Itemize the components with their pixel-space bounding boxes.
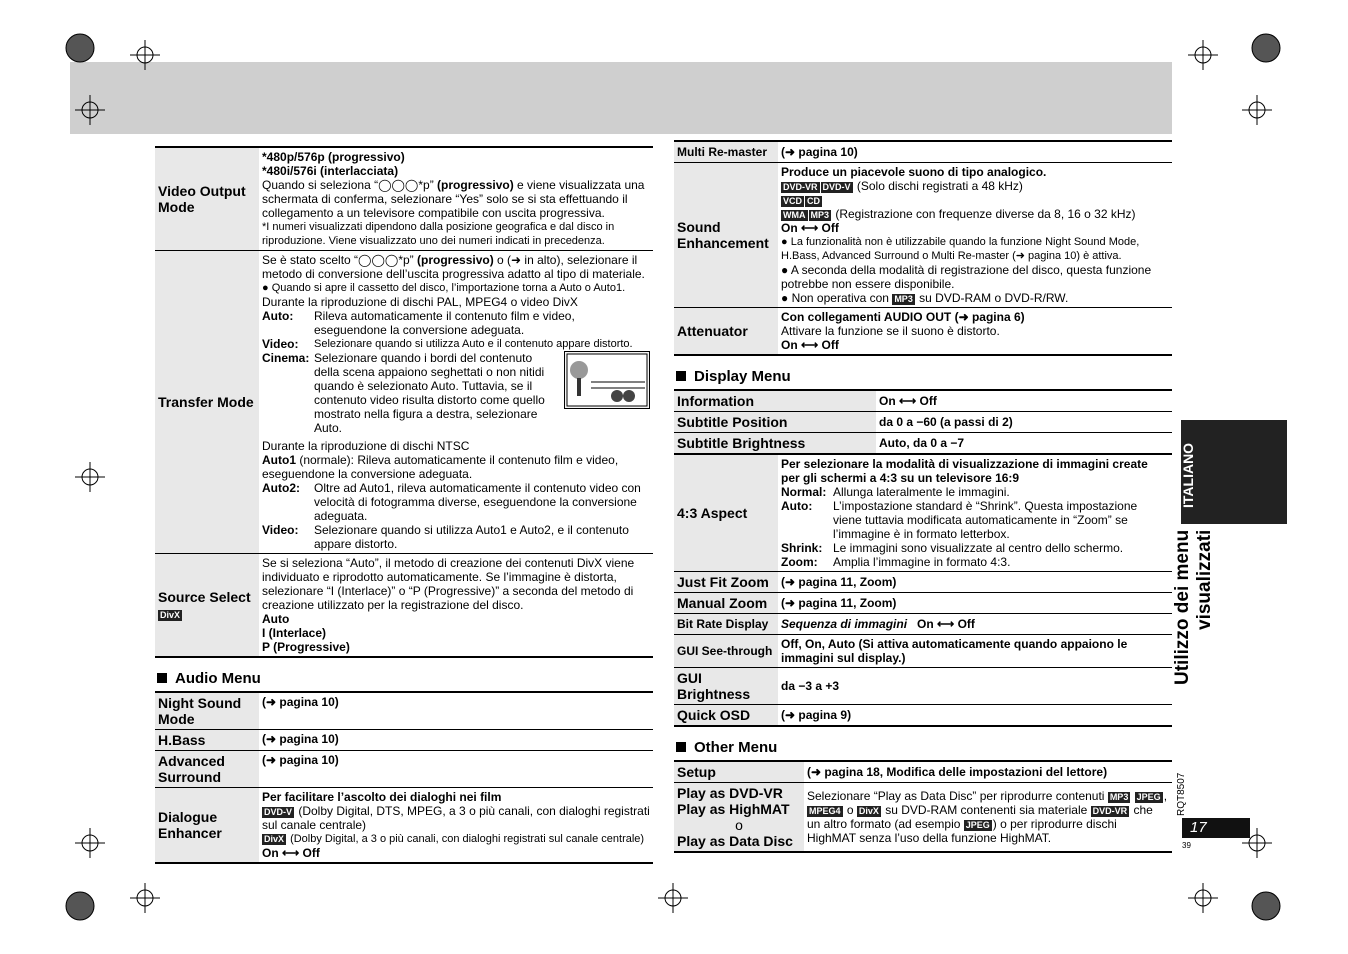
text: Produce un piacevole suono di tipo analogico.: [781, 165, 1047, 179]
table-row: [155, 730, 653, 751]
option-key: Cinema:: [262, 351, 310, 365]
row-label: Night Sound Mode: [155, 692, 259, 730]
option-key: Zoom:: [781, 555, 818, 569]
row-label: Advanced Surround: [155, 751, 259, 788]
text: e viene visualizzata una schermata di conferma, selezionare “Yes” solo se si sta effettuando il collegamento a un televisore compatibile con uscita progressiva.: [262, 178, 645, 220]
row-label: Sound Enhancement: [674, 163, 778, 308]
row-value: [259, 554, 653, 658]
heading-text: Other Menu: [694, 739, 778, 756]
row-value: [778, 308, 1172, 356]
table-row: [674, 572, 1172, 593]
row-value: Selezionare “Play as Data Disc” per riprodurre contenuti MP3 JPEG , MPEG4 o DivX su DVD-RAM contenenti sia materiale DVD-VR che un altro formato (ad esempio JPEG ) o per riprodurre dischi HighMAT senza l’uso della funzione HighMAT.: [807, 789, 1168, 845]
option-desc: Selezionare quando si utilizza Auto1 e Auto2, e il contenuto appare distorto.: [314, 523, 629, 551]
label-text: o: [735, 817, 743, 833]
row-value: (➜ pagina 10): [262, 753, 339, 767]
note-text: ● La funzionalità non è utilizzabile quando la funzione Night Sound Mode, H.Bass, Advanced Surround o Multi Re-master (➜ pagina 10) è attiva.: [781, 236, 1140, 262]
row-label: [674, 783, 804, 853]
row-label: H.Bass: [155, 730, 259, 751]
text: Quando si seleziona “◯◯◯*p”: [262, 178, 438, 192]
table-row: [155, 692, 653, 730]
distorted-picture-illustration: [564, 351, 650, 409]
text: (Registrazione con frequenze diverse da 8, 16 o 32 kHz): [832, 207, 1136, 221]
document-code: RQT8507: [1176, 772, 1187, 816]
left-column: [155, 146, 653, 864]
text: (Solo dischi registrati a 48 kHz): [853, 179, 1023, 193]
text: (Dolby Digital, DTS, MPEG, a 3 o più canali, con dialoghi registrati sul canale centrale): [262, 804, 650, 832]
text: (Dolby Digital, a 3 o più canali, con dialoghi registrati sul canale centrale): [287, 833, 645, 845]
row-value: Off, On, Auto (Si attiva automaticamente quando appaiono le immagini sul display.): [781, 637, 1128, 665]
text: Se si seleziona “Auto”, il metodo di creazione dei contenuti DivX viene individuato e riprodotto automaticamente. Se l’immagine è distorta, selezionare “I (Interlace)” o “P (Progressive)” a seconda del metodo di creazione utilizzato per la registrazione del disco.: [262, 556, 635, 612]
option-key: Auto:: [262, 309, 294, 323]
table-row: [674, 761, 1172, 783]
row-value: (➜ pagina 11, Zoom): [781, 575, 897, 589]
wma-badge: WMA: [783, 210, 806, 220]
section-title: Utilizzo dei menu visualizzati: [1172, 530, 1215, 686]
mp3-badge: MP3: [810, 210, 830, 220]
row-value: da 0 a −60 (a passi di 2): [879, 415, 1013, 429]
dvd-v-badge: DVD-V: [264, 807, 293, 817]
label-text: Source Select: [158, 589, 251, 605]
dvd-vr-badge: DVD-VR: [1092, 806, 1128, 816]
row-label: GUI Brightness: [674, 668, 778, 705]
row-label: Setup: [674, 761, 804, 783]
option-text: P (Progressive): [262, 640, 350, 654]
dvd-vr-badge: DVD-VR: [783, 182, 818, 192]
row-value: [778, 163, 1172, 308]
display-menu-table-2: [674, 455, 1172, 727]
row-label: Quick OSD: [674, 705, 778, 727]
row-value: [778, 455, 1172, 572]
text: Durante la riproduzione di dischi PAL, MPEG4 o video DivX: [262, 295, 578, 309]
text: su DVD-RAM contenenti sia materiale: [881, 803, 1091, 817]
square-bullet-icon: [676, 371, 686, 381]
mp3-badge: MP3: [1109, 792, 1129, 802]
option-key: Video:: [262, 337, 299, 351]
option-desc: Amplia l’immagine in formato 4:3.: [833, 555, 1011, 569]
table-row: [674, 635, 1172, 668]
note-text: *I numeri visualizzati dipendono dalla posizione geografica e dal disco in riproduzione. Viene visualizzato uno dei numeri indicati in precedenza.: [262, 221, 615, 247]
row-value: [259, 788, 653, 864]
row-value: Auto, da 0 a −7: [879, 436, 965, 450]
note-text: ● Quando si apre il cassetto del disco, l’importazione torna a Auto o Auto1.: [262, 282, 626, 294]
text: ) o per riprodurre dischi HighMAT senza l’uso della funzione HighMAT.: [807, 817, 1117, 845]
table-row: [155, 147, 653, 251]
option-desc: Selezionare quando si utilizza Auto e il contenuto appare distorto.: [314, 338, 633, 350]
option-text: I (Interlace): [262, 626, 327, 640]
section-heading: [676, 739, 1172, 756]
table-row: [155, 554, 653, 658]
table-row: [674, 308, 1172, 356]
text: On ⟷ Off: [781, 338, 839, 352]
option-key: Auto1: [262, 453, 296, 467]
option-key: Auto:: [781, 499, 813, 513]
section-heading: [157, 670, 653, 687]
row-label: Multi Re-master: [674, 141, 778, 163]
option-desc: Selezionare quando i bordi del contenuto della scena appaiono seghettati o non nitidi quando è selezionato Auto. Tuttavia, se il contenuto video risulta distorto come quello mostrato nella figura a destra, selezionare Auto.: [314, 351, 545, 435]
mpeg4-badge: MPEG4: [809, 806, 841, 816]
audio-menu-table: [155, 691, 653, 864]
heading-text: Display Menu: [694, 368, 791, 385]
text: Durante la riproduzione di dischi NTSC: [262, 439, 470, 453]
other-menu-table: [674, 760, 1172, 853]
option-key: Normal:: [781, 485, 827, 499]
option-key: Video:: [262, 523, 299, 537]
option-text: *480p/576p (progressivo): [262, 150, 405, 164]
table-row: [674, 593, 1172, 614]
cd-badge: CD: [807, 196, 821, 206]
option-key: Shrink:: [781, 541, 823, 555]
divx-badge: DivX: [160, 610, 181, 620]
option-desc: Allunga lateralmente le immagini.: [833, 485, 1010, 499]
language-label: ITALIANO: [1180, 442, 1196, 508]
square-bullet-icon: [157, 673, 167, 683]
row-label: Video Output Mode: [155, 147, 259, 251]
text: ● Non operativa con: [781, 291, 893, 305]
row-label: Attenuator: [674, 308, 778, 356]
text: On ⟷ Off: [781, 221, 839, 235]
row-value: da −3 a +3: [781, 679, 840, 693]
note-text: ● A seconda della modalità di registrazione del disco, questa funzione potrebbe non essere disponibile.: [781, 263, 1152, 291]
section-heading: [676, 368, 1172, 385]
option-text: *480i/576i (interlacciata): [262, 164, 399, 178]
row-value: On ⟷ Off: [879, 394, 937, 408]
dvd-v-badge: DVD-V: [822, 182, 851, 192]
divx-badge: DivX: [264, 834, 285, 844]
table-row: [674, 455, 1172, 572]
option-desc: Le immagini sono visualizzate al centro dello schermo.: [833, 541, 1124, 555]
label-text: Play as HighMAT: [677, 801, 790, 817]
table-row: [674, 668, 1172, 705]
option-text: Auto: [262, 612, 290, 626]
row-value: [259, 251, 653, 554]
video-settings-table: [155, 146, 653, 658]
table-row: [155, 251, 653, 554]
row-label: Dialogue Enhancer: [155, 788, 259, 864]
table-row: [674, 163, 1172, 308]
row-label: Transfer Mode: [155, 251, 259, 554]
text: che un altro formato (ad esempio: [807, 803, 1153, 831]
row-value: (➜ pagina 10): [262, 732, 339, 746]
text: o (➜ in alto), selezionare il metodo di conversione dell’uscita progressiva adatto al tipo di materiale.: [262, 253, 645, 281]
right-column: [674, 140, 1172, 853]
display-menu-table: [674, 389, 1172, 455]
text: Per selezionare la modalità di visualizzazione di immagini create per gli schermi a 4:3 su un televisore 16:9: [781, 457, 1148, 485]
row-value: [259, 147, 653, 251]
row-value: (➜ pagina 11, Zoom): [781, 596, 897, 610]
text: Selezionare “Play as Data Disc” per riprodurre contenuti: [807, 789, 1108, 803]
row-label: 4:3 Aspect: [674, 455, 778, 572]
heading-text: Audio Menu: [175, 670, 261, 687]
mp3-badge: MP3: [894, 294, 913, 304]
option-desc: Rileva automaticamente il contenuto film e video, eseguendone la conversione adeguata.: [314, 309, 575, 337]
table-row: [674, 412, 1172, 433]
option-desc: (normale): Rileva automaticamente il contenuto film e video, eseguendone la conversione adeguata.: [262, 453, 619, 481]
label-text: Play as Data Disc: [677, 833, 793, 849]
square-bullet-icon: [676, 742, 686, 752]
text: Sequenza di immagini: [781, 617, 908, 631]
table-row: [674, 614, 1172, 635]
subpage-number: 39: [1182, 841, 1191, 850]
table-row: [674, 705, 1172, 727]
text: Attivare la funzione se il suono è distorto.: [781, 324, 1000, 338]
text: On ⟷ Off: [262, 846, 320, 860]
audio-settings-table: [674, 140, 1172, 356]
text: Con collegamenti AUDIO OUT (➜ pagina 6): [781, 310, 1025, 324]
row-value: (➜ pagina 9): [781, 708, 852, 722]
table-row: [674, 141, 1172, 163]
row-label: GUI See-through: [674, 635, 778, 668]
option-desc: L’impostazione standard è “Shrink”. Questa impostazione viene tuttavia modificata automaticamente in “Zoom” se l’immagine è in formato letterbox.: [833, 499, 1138, 541]
jpeg-badge: JPEG: [1136, 792, 1161, 802]
label-text: Play as DVD-VR: [677, 785, 783, 801]
text: On ⟷ Off: [917, 617, 975, 631]
text: Per facilitare l’ascolto dei dialoghi nei film: [262, 790, 502, 804]
table-row: [155, 788, 653, 864]
text: su DVD-RAM o DVD-R/RW.: [915, 291, 1069, 305]
row-label: Bit Rate Display: [674, 614, 778, 635]
text: (progressivo): [417, 253, 494, 267]
row-label: Subtitle Position: [674, 412, 876, 433]
option-key: Auto2:: [262, 481, 300, 495]
vcd-badge: VCD: [783, 196, 803, 206]
table-row: [674, 433, 1172, 455]
table-row: [674, 783, 1172, 853]
row-label: Manual Zoom: [674, 593, 778, 614]
option-desc: Oltre ad Auto1, rileva automaticamente il contenuto video con velocità di fotogramma diverse, eseguendone la conversione adeguata.: [314, 481, 641, 523]
text: (progressivo): [437, 178, 514, 192]
row-label: Information: [674, 390, 876, 412]
jpeg-badge: JPEG: [965, 820, 990, 830]
row-label: Subtitle Brightness: [674, 433, 876, 455]
row-label: [155, 554, 259, 658]
row-value: (➜ pagina 10): [781, 145, 858, 159]
row-value: (➜ pagina 18, Modifica delle impostazioni del lettore): [807, 765, 1108, 779]
row-label: Just Fit Zoom: [674, 572, 778, 593]
text: Se è stato scelto “◯◯◯*p”: [262, 253, 418, 267]
table-row: [155, 751, 653, 788]
table-row: [674, 390, 1172, 412]
page-number: 17: [1182, 818, 1250, 838]
row-value: (➜ pagina 10): [262, 695, 339, 709]
divx-badge: DivX: [858, 806, 879, 816]
